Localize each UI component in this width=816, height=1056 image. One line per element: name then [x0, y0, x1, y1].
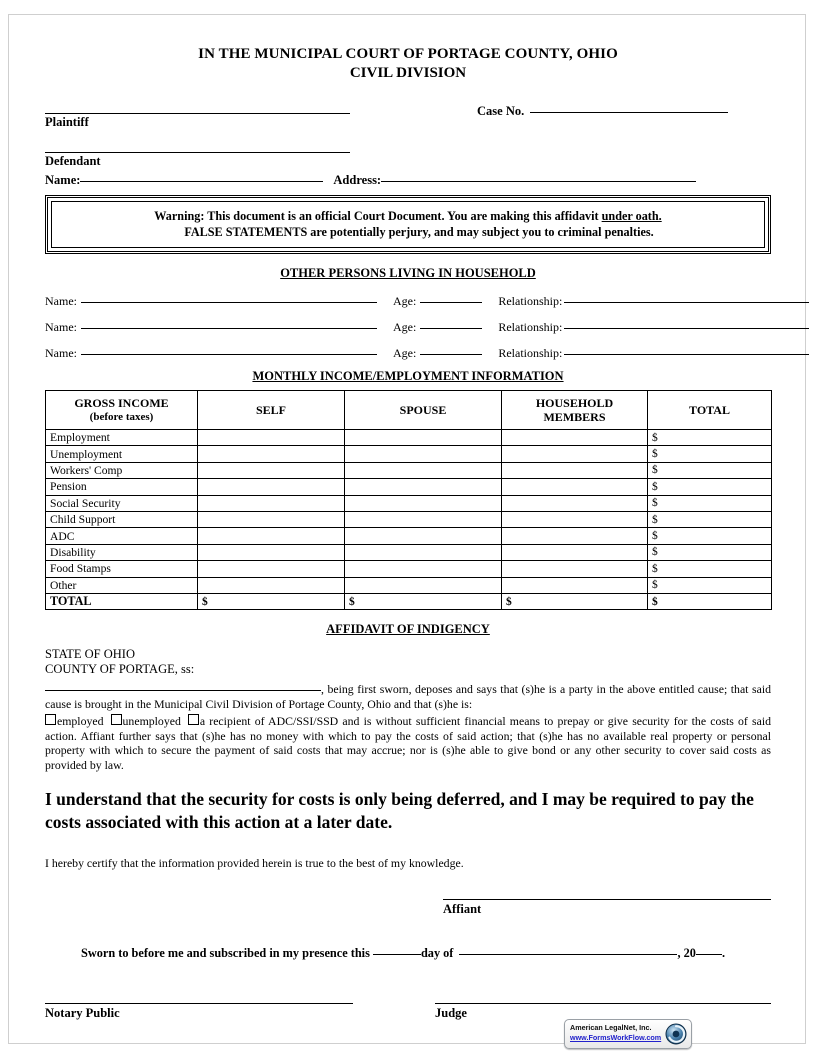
household-name-input[interactable]: [81, 343, 377, 355]
checkbox-unemployed-label: unemployed: [122, 714, 181, 729]
income-col-gross-income-title: GROSS INCOME: [74, 396, 169, 410]
income-row-label: Pension: [46, 479, 198, 495]
table-row: [46, 544, 772, 560]
sworn-deposition-paragraph: [45, 679, 771, 712]
plaintiff-signature-line[interactable]: [45, 113, 350, 114]
household-relationship-input[interactable]: [564, 343, 809, 355]
income-col-household-subtitle: MEMBERS: [543, 410, 606, 424]
case-caption: [45, 99, 771, 191]
income-cell-self[interactable]: [198, 430, 345, 446]
defendant-signature-line[interactable]: [45, 152, 350, 153]
income-cell-self[interactable]: [198, 577, 345, 593]
warning-box-inner: [51, 201, 765, 248]
income-total-row: [46, 593, 772, 609]
judge-signature-line[interactable]: [435, 1003, 771, 1004]
court-title-line2: CIVIL DIVISION: [349, 65, 467, 81]
income-total-spouse[interactable]: $: [345, 593, 502, 609]
address-input[interactable]: [381, 170, 696, 182]
income-cell-total[interactable]: $: [648, 495, 772, 511]
sworn-month-input[interactable]: [459, 943, 677, 955]
state-line: STATE OF OHIO: [45, 647, 135, 662]
income-row-label: Other: [46, 577, 198, 593]
income-cell-spouse[interactable]: [345, 446, 502, 462]
notary-sworn-line: [81, 943, 725, 961]
american-legalnet-logo: [564, 1019, 692, 1049]
sworn-prefix-text: Sworn to before me and subscribed in my presence this: [81, 945, 373, 960]
income-cell-self[interactable]: [198, 495, 345, 511]
table-row: [46, 462, 772, 478]
income-table-header-row: [46, 391, 772, 430]
case-number-input[interactable]: [530, 101, 728, 113]
income-cell-total[interactable]: $: [648, 511, 772, 527]
notary-label: Notary Public: [45, 1005, 120, 1020]
income-cell-household[interactable]: [502, 462, 648, 478]
income-cell-spouse[interactable]: [345, 462, 502, 478]
household-age-input[interactable]: [420, 291, 482, 303]
income-col-total: TOTAL: [648, 391, 772, 430]
household-name-input[interactable]: [81, 317, 377, 329]
income-cell-spouse[interactable]: [345, 430, 502, 446]
affiant-signature-line[interactable]: [443, 899, 771, 900]
income-cell-total[interactable]: $: [648, 577, 772, 593]
checkbox-employed-label: employed: [57, 714, 104, 729]
income-cell-household[interactable]: [502, 495, 648, 511]
income-col-self: SELF: [198, 391, 345, 430]
income-cell-spouse[interactable]: [345, 479, 502, 495]
certification-statement: I hereby certify that the information provided herein is true to the best of my knowledge.: [45, 855, 464, 870]
income-total-total[interactable]: $: [648, 593, 772, 609]
income-cell-household[interactable]: [502, 511, 648, 527]
income-cell-household[interactable]: [502, 430, 648, 446]
table-row: [46, 561, 772, 577]
warning-line-1: [60, 208, 756, 224]
sworn-suffix: .: [721, 945, 726, 960]
case-number-field: [477, 101, 728, 119]
deferral-understanding-statement: I understand that the security for costs is only being deferred, and I may be required to pay the costs associated with this action at a later date.: [45, 788, 754, 832]
household-name-label: Name:: [45, 320, 77, 334]
income-cell-spouse[interactable]: [345, 495, 502, 511]
name-label: Name:: [45, 173, 81, 187]
income-row-label: Social Security: [46, 495, 198, 511]
household-row: [45, 343, 771, 360]
income-cell-spouse[interactable]: [345, 544, 502, 560]
income-row-label: Child Support: [46, 511, 198, 527]
income-cell-total[interactable]: $: [648, 528, 772, 544]
warning-line-2: FALSE STATEMENTS are potentially perjury, and may subject you to criminal penalties.: [184, 225, 654, 239]
household-age-label: Age:: [393, 294, 417, 308]
income-col-household-members: [502, 391, 648, 430]
household-name-label: Name:: [45, 346, 77, 360]
income-cell-household[interactable]: [502, 479, 648, 495]
employment-status-paragraph: [45, 714, 771, 772]
swirl-icon: [665, 1023, 687, 1045]
table-row: [46, 511, 772, 527]
table-row: [46, 577, 772, 593]
county-line: COUNTY OF PORTAGE, ss:: [45, 662, 195, 677]
income-cell-self[interactable]: [198, 446, 345, 462]
income-row-label: Disability: [46, 544, 198, 560]
household-section-title: OTHER PERSONS LIVING IN HOUSEHOLD: [280, 266, 536, 280]
income-col-spouse: SPOUSE: [345, 391, 502, 430]
affiant-name-input[interactable]: [45, 679, 321, 691]
warning-box: [45, 195, 771, 254]
income-cell-spouse[interactable]: [345, 561, 502, 577]
sworn-day-input[interactable]: [373, 943, 421, 955]
household-relationship-label: Relationship:: [498, 320, 563, 334]
judge-label: Judge: [435, 1005, 467, 1020]
case-number-label: Case No.: [477, 104, 525, 118]
table-row: [46, 446, 772, 462]
table-row: [46, 430, 772, 446]
household-name-input[interactable]: [81, 291, 377, 303]
document-page: [8, 14, 806, 1044]
household-age-input[interactable]: [420, 317, 482, 329]
income-cell-total[interactable]: $: [648, 446, 772, 462]
income-cell-self[interactable]: [198, 528, 345, 544]
income-cell-household[interactable]: [502, 446, 648, 462]
checkbox-unemployed[interactable]: [111, 714, 122, 725]
logo-company-name: American LegalNet, Inc.: [570, 1023, 652, 1032]
household-relationship-label: Relationship:: [498, 294, 563, 308]
document-body: [45, 45, 771, 1043]
income-cell-self[interactable]: [198, 511, 345, 527]
income-cell-total[interactable]: $: [648, 479, 772, 495]
household-relationship-input[interactable]: [564, 317, 809, 329]
income-col-gross-income-subtitle: (before taxes): [89, 411, 154, 423]
affiant-signature-block: [45, 899, 771, 965]
address-label: Address:: [333, 173, 382, 187]
income-cell-total[interactable]: $: [648, 561, 772, 577]
income-section-title: MONTHLY INCOME/EMPLOYMENT INFORMATION: [252, 369, 564, 383]
income-cell-total[interactable]: $: [648, 430, 772, 446]
household-age-input[interactable]: [420, 343, 482, 355]
notary-signature-line[interactable]: [45, 1003, 353, 1004]
affidavit-section-title: AFFIDAVIT OF INDIGENCY: [326, 622, 490, 637]
defendant-label: Defendant: [45, 154, 101, 168]
checkbox-adc-ssi-ssd-label: a recipient of ADC/SSI/SSD: [199, 714, 339, 729]
sworn-dayof-text: day of: [420, 945, 457, 960]
income-cell-self[interactable]: [198, 462, 345, 478]
income-cell-spouse[interactable]: [345, 528, 502, 544]
income-cell-household[interactable]: [502, 577, 648, 593]
checkbox-adc-ssi-ssd[interactable]: [188, 714, 199, 725]
household-row: [45, 317, 771, 334]
name-input[interactable]: [80, 170, 323, 182]
sworn-year-prefix: , 20: [677, 945, 696, 960]
income-cell-household[interactable]: [502, 528, 648, 544]
indigency-body-text: and is without sufficient financial means to prepay or give security for the costs of said action. Affiant further says that (s)he has no money with which to pay the costs of said action; that (s)he has no available real property or personal property with which to secure the payment of said costs that may accrue; nor is (s)he able to give bond or any other security to cover said costs as provided by law.: [45, 714, 771, 772]
checkbox-employed[interactable]: [45, 714, 56, 725]
warning-text-prefix: Warning: This document is an official Court Document. You are making this affidavit: [154, 209, 602, 223]
income-cell-household[interactable]: [502, 561, 648, 577]
income-row-label: Employment: [46, 430, 198, 446]
income-cell-spouse[interactable]: [345, 511, 502, 527]
household-name-label: Name:: [45, 294, 77, 308]
income-total-self[interactable]: $: [198, 593, 345, 609]
court-title-line1: IN THE MUNICIPAL COURT OF PORTAGE COUNTY, OHIO: [198, 46, 618, 62]
affiant-label: Affiant: [443, 901, 482, 916]
household-relationship-label: Relationship:: [498, 346, 563, 360]
income-cell-self[interactable]: [198, 561, 345, 577]
table-row: [46, 528, 772, 544]
income-row-label: Workers' Comp: [46, 462, 198, 478]
plaintiff-label: Plaintiff: [45, 115, 89, 129]
income-cell-spouse[interactable]: [345, 577, 502, 593]
income-total-household[interactable]: $: [502, 593, 648, 609]
household-age-label: Age:: [393, 346, 417, 360]
sworn-year-input[interactable]: [696, 943, 722, 955]
income-col-gross-income: [46, 391, 198, 430]
household-relationship-input[interactable]: [564, 291, 809, 303]
income-row-label: Unemployment: [46, 446, 198, 462]
income-cell-total[interactable]: $: [648, 544, 772, 560]
income-cell-self[interactable]: [198, 479, 345, 495]
household-row: [45, 291, 771, 308]
logo-url-link[interactable]: www.FormsWorkFlow.com: [570, 1033, 662, 1042]
income-cell-self[interactable]: [198, 544, 345, 560]
income-table: [45, 390, 772, 610]
income-row-label: ADC: [46, 528, 198, 544]
income-total-label: TOTAL: [46, 593, 198, 609]
defendant-name-address-row: [45, 170, 771, 188]
sworn-deposition-text: , being first sworn, deposes and says that (s)he is a party in the above entitled cause; that said cause is brought in the Municipal Civil Division of Portage County, Ohio and that (s)he is:: [45, 682, 771, 712]
household-age-label: Age:: [393, 320, 417, 334]
income-cell-household[interactable]: [502, 544, 648, 560]
table-row: [46, 495, 772, 511]
income-cell-total[interactable]: $: [648, 462, 772, 478]
income-row-label: Food Stamps: [46, 561, 198, 577]
table-row: [46, 479, 772, 495]
warning-text-under-oath: under oath.: [601, 209, 662, 223]
income-col-household-title: HOUSEHOLD: [535, 396, 614, 410]
